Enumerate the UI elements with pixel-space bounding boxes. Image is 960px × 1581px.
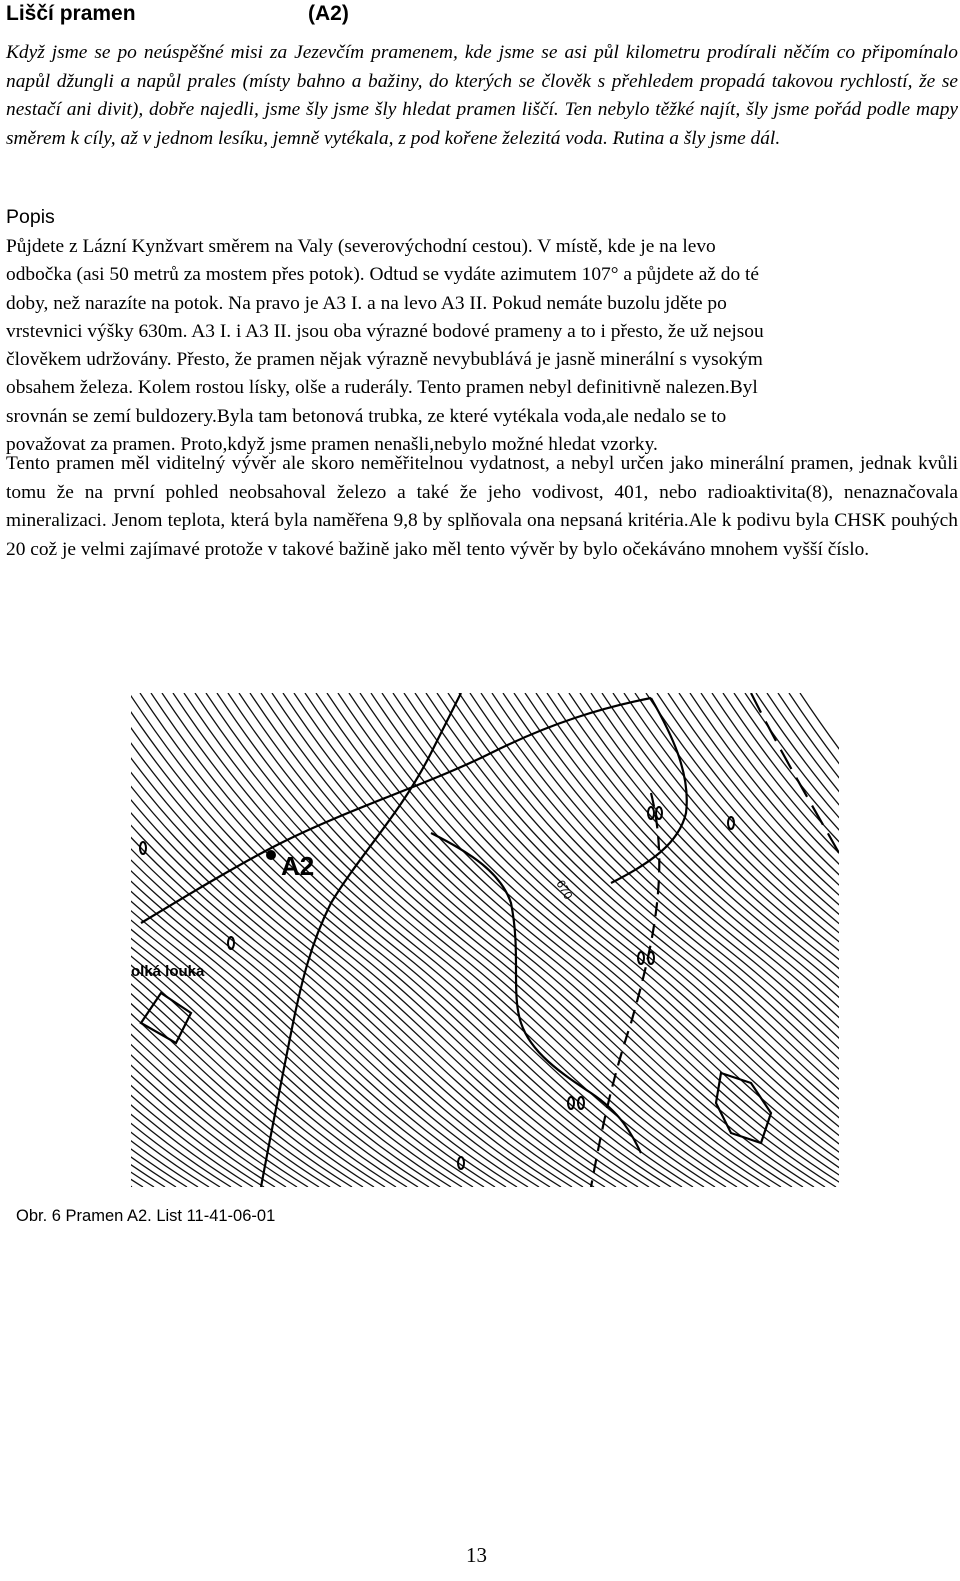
figure-caption: Obr. 6 Pramen A2. List 11-41-06-01 (16, 1207, 276, 1225)
page-number: 13 (466, 1543, 487, 1567)
description-line: odbočka (asi 50 metrů za mostem přes potok). Odtud se vydáte azimutem 107° a půjdete až do té (6, 264, 759, 286)
description-line: vrstevnici výšky 630m. A3 I. i A3 II. jsou oba výrazné bodové prameny a to i přesto, že už nejsou (6, 320, 764, 342)
description-line: považovat za pramen. Proto,když jsme pramen nenašli,nebylo možné hledat vzorky. (6, 434, 658, 456)
description-line: doby, než narazíte na potok. Na pravo je A3 I. a na levo A3 II. Pokud nemáte buzolu jděte po (6, 292, 727, 314)
topographic-map (131, 693, 839, 1187)
observation-paragraph: Tento pramen měl viditelný vývěr ale skoro neměřitelnou vydatnost, a nebyl určen jako minerální pramen, jednak kvůli tomu že na první pohled neobsahoval železo a také že jeho vodivost, 401, nebo radioaktivita(8), nenaznačovala mineralizaci. Jenom teplota, která byla naměřena 9,8 by splňovala ona nepsaná kritéria.Ale k podivu byla CHSK pouhých 20 což je velmi zajímavé protože v takové bažině jako měl tento vývěr by bylo očekáváno mnohem vyšší číslo. (6, 453, 958, 560)
description-line: srovnán se zemí buldozery.Byla tam betonová trubka, ze které vytékala voda,ale nedalo se to (6, 405, 727, 427)
spring-title: Liščí pramen (6, 2, 136, 25)
section-title: Popis (6, 206, 55, 228)
intro-paragraph: Když jsme se po neúspěšné misi za Jezevčím pramenem, kde jsme se asi půl kilometru prodírali něčím co připomínalo napůl džungli a napůl prales (místy bahno a bažiny, do kterých se člověk s přehledem propadá takovou rychlostí, že se nestačí ani divit), dobře najedli, jsme šly jsme šly hledat pramen liščí. Ten nebylo těžké najít, šly jsme pořád podle mapy směrem k cíly, až v jednom lesíku, jemně vytékala, z pod kořene železitá voda. Rutina a šly jsme dál. (6, 42, 958, 149)
meadow-label: olká louka (131, 963, 205, 980)
spring-marker (266, 850, 276, 860)
spring-label: A2 (281, 851, 315, 881)
page-heading (6, 2, 349, 26)
description-line: člověkem udržovány. Přesto, že pramen nějak výrazně nevybublává je jasně minerální s vysokým (6, 349, 763, 371)
description-paragraph (6, 233, 958, 459)
description-line: Půjdete z Lázní Kynžvart směrem na Valy (severovýchodní cestou). V místě, kde je na levo (6, 236, 716, 257)
spring-code: (A2) (308, 2, 349, 25)
description-line: obsahem železa. Kolem rostou lísky, olše a ruderály. Tento pramen nebyl definitivně nalezen.Byl (6, 377, 758, 399)
contour-label: 670 (553, 877, 576, 902)
